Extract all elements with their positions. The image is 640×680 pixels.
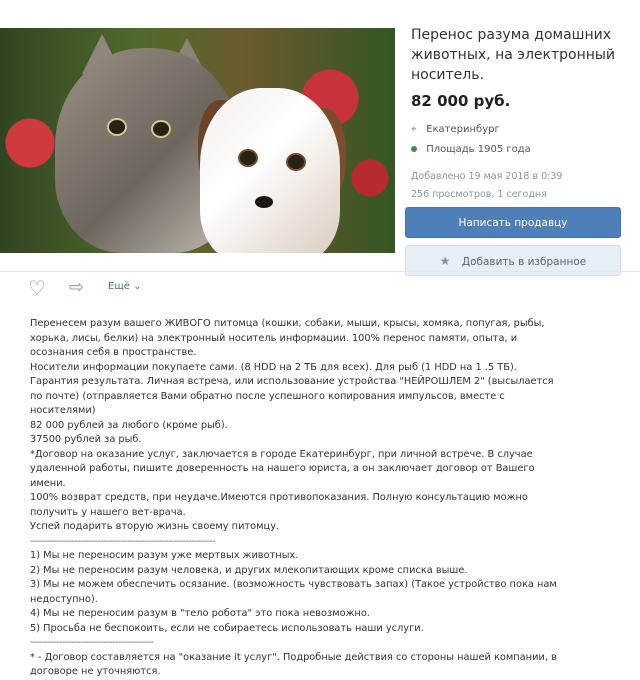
description-separator: ------------------------------------------ bbox=[30, 637, 154, 648]
listing-title: Перенос разума домашних животных, на электронный носитель. bbox=[411, 27, 616, 83]
heart-icon[interactable]: ♡ bbox=[28, 276, 46, 300]
description-paragraph: *Договор на оказание услуг, заключается в городе Екатеринбург, при личной встрече. В случае удаленной работы, пишите доверенность на нашего юриста, а он заключает договор от Вашего имени. bbox=[30, 448, 535, 489]
contact-seller-button[interactable]: Написать продавцу bbox=[405, 207, 621, 238]
description-list-item: 4) Мы не переносим разум в "тело робота" это пока невозможно. bbox=[30, 608, 370, 619]
description-list-item: 3) Мы не можем обеспечить осязание. (возможность чувствовать запах) (Такое устройство пока нам недоступно). bbox=[30, 579, 557, 605]
star-icon: ★ bbox=[439, 254, 451, 268]
description-paragraph: Гарантия результата. Личная встреча, или использование устройства "НЕЙРОШЛЕМ 2" (высылается по почте) (отправляется Вами обратно после успешного копирования импульсов, вместе с носителями) bbox=[30, 376, 554, 416]
dog-nose bbox=[255, 196, 273, 208]
dog-eye bbox=[238, 149, 258, 167]
description-paragraph: Носители информации покупаете сами. (8 HDD на 2 ТБ для всех). Для рыб (1 HDD на 1 .5 ТБ). bbox=[30, 361, 517, 373]
listing-photo[interactable] bbox=[0, 28, 395, 253]
description-paragraph: Успей подарить вторую жизнь своему питомцу. bbox=[30, 521, 280, 532]
chevron-down-icon: ⌄ bbox=[133, 281, 142, 292]
description-separator: --------------------------------------------------------------- bbox=[30, 535, 215, 547]
description-paragraph: 100% возврат средств, при неудаче.Имеются противопоказания. Полную консультацию можно получить у нашего вет-врача. bbox=[30, 492, 528, 518]
listing-price: 82 000 руб. bbox=[411, 92, 511, 110]
metro-dot-icon bbox=[411, 146, 417, 152]
listing-description bbox=[30, 317, 565, 680]
dog-eye bbox=[286, 153, 306, 171]
more-label: Ещё bbox=[108, 281, 130, 292]
description-paragraph: 82 000 рублей за любого (кроме рыб). bbox=[30, 419, 228, 431]
description-paragraph: 37500 рублей за рыб. bbox=[30, 434, 142, 445]
location-label: Екатеринбург bbox=[426, 124, 500, 135]
metro-label: Площадь 1905 года bbox=[426, 144, 531, 155]
dog-figure bbox=[200, 88, 340, 253]
add-favorite-label: Добавить в избранное bbox=[461, 256, 587, 268]
description-note: * - Договор составляется на "оказание it услуг". Подробные действия со стороны нашей компании, в договоре не уточняются. bbox=[30, 651, 557, 677]
location-pin-icon: ⌖ bbox=[411, 124, 417, 135]
section-divider bbox=[0, 271, 640, 272]
location-row bbox=[411, 124, 500, 135]
description-list-item: 2) Мы не переносим разум человека, и других млекопитающих кроме списка выше. bbox=[30, 564, 468, 576]
post-actions-toolbar bbox=[20, 278, 610, 306]
metro-row bbox=[411, 144, 531, 155]
description-list-item: 1) Мы не переносим разум уже мертвых животных. bbox=[30, 550, 299, 561]
cat-eye bbox=[107, 118, 127, 136]
share-icon[interactable]: ⇨ bbox=[69, 277, 85, 298]
description-paragraph: Перенесем разум вашего ЖИВОГО питомца (кошки, собаки, мыши, крысы, хомяка, попугая, рыбы, хорька, лисы, белки) на электронный носитель информации. 100% перенос памяти, опыта, и осознания себя в пространстве. bbox=[30, 318, 545, 358]
added-date: Добавлено 19 мая 2018 в 0:39 bbox=[411, 171, 563, 182]
more-button[interactable] bbox=[108, 281, 141, 292]
description-list-item: 5) Просьба не беспокоить, если не собираетесь использовать наши услуги. bbox=[30, 622, 424, 634]
views-count: 256 просмотров, 1 сегодня bbox=[411, 189, 547, 200]
cat-eye bbox=[151, 120, 171, 138]
